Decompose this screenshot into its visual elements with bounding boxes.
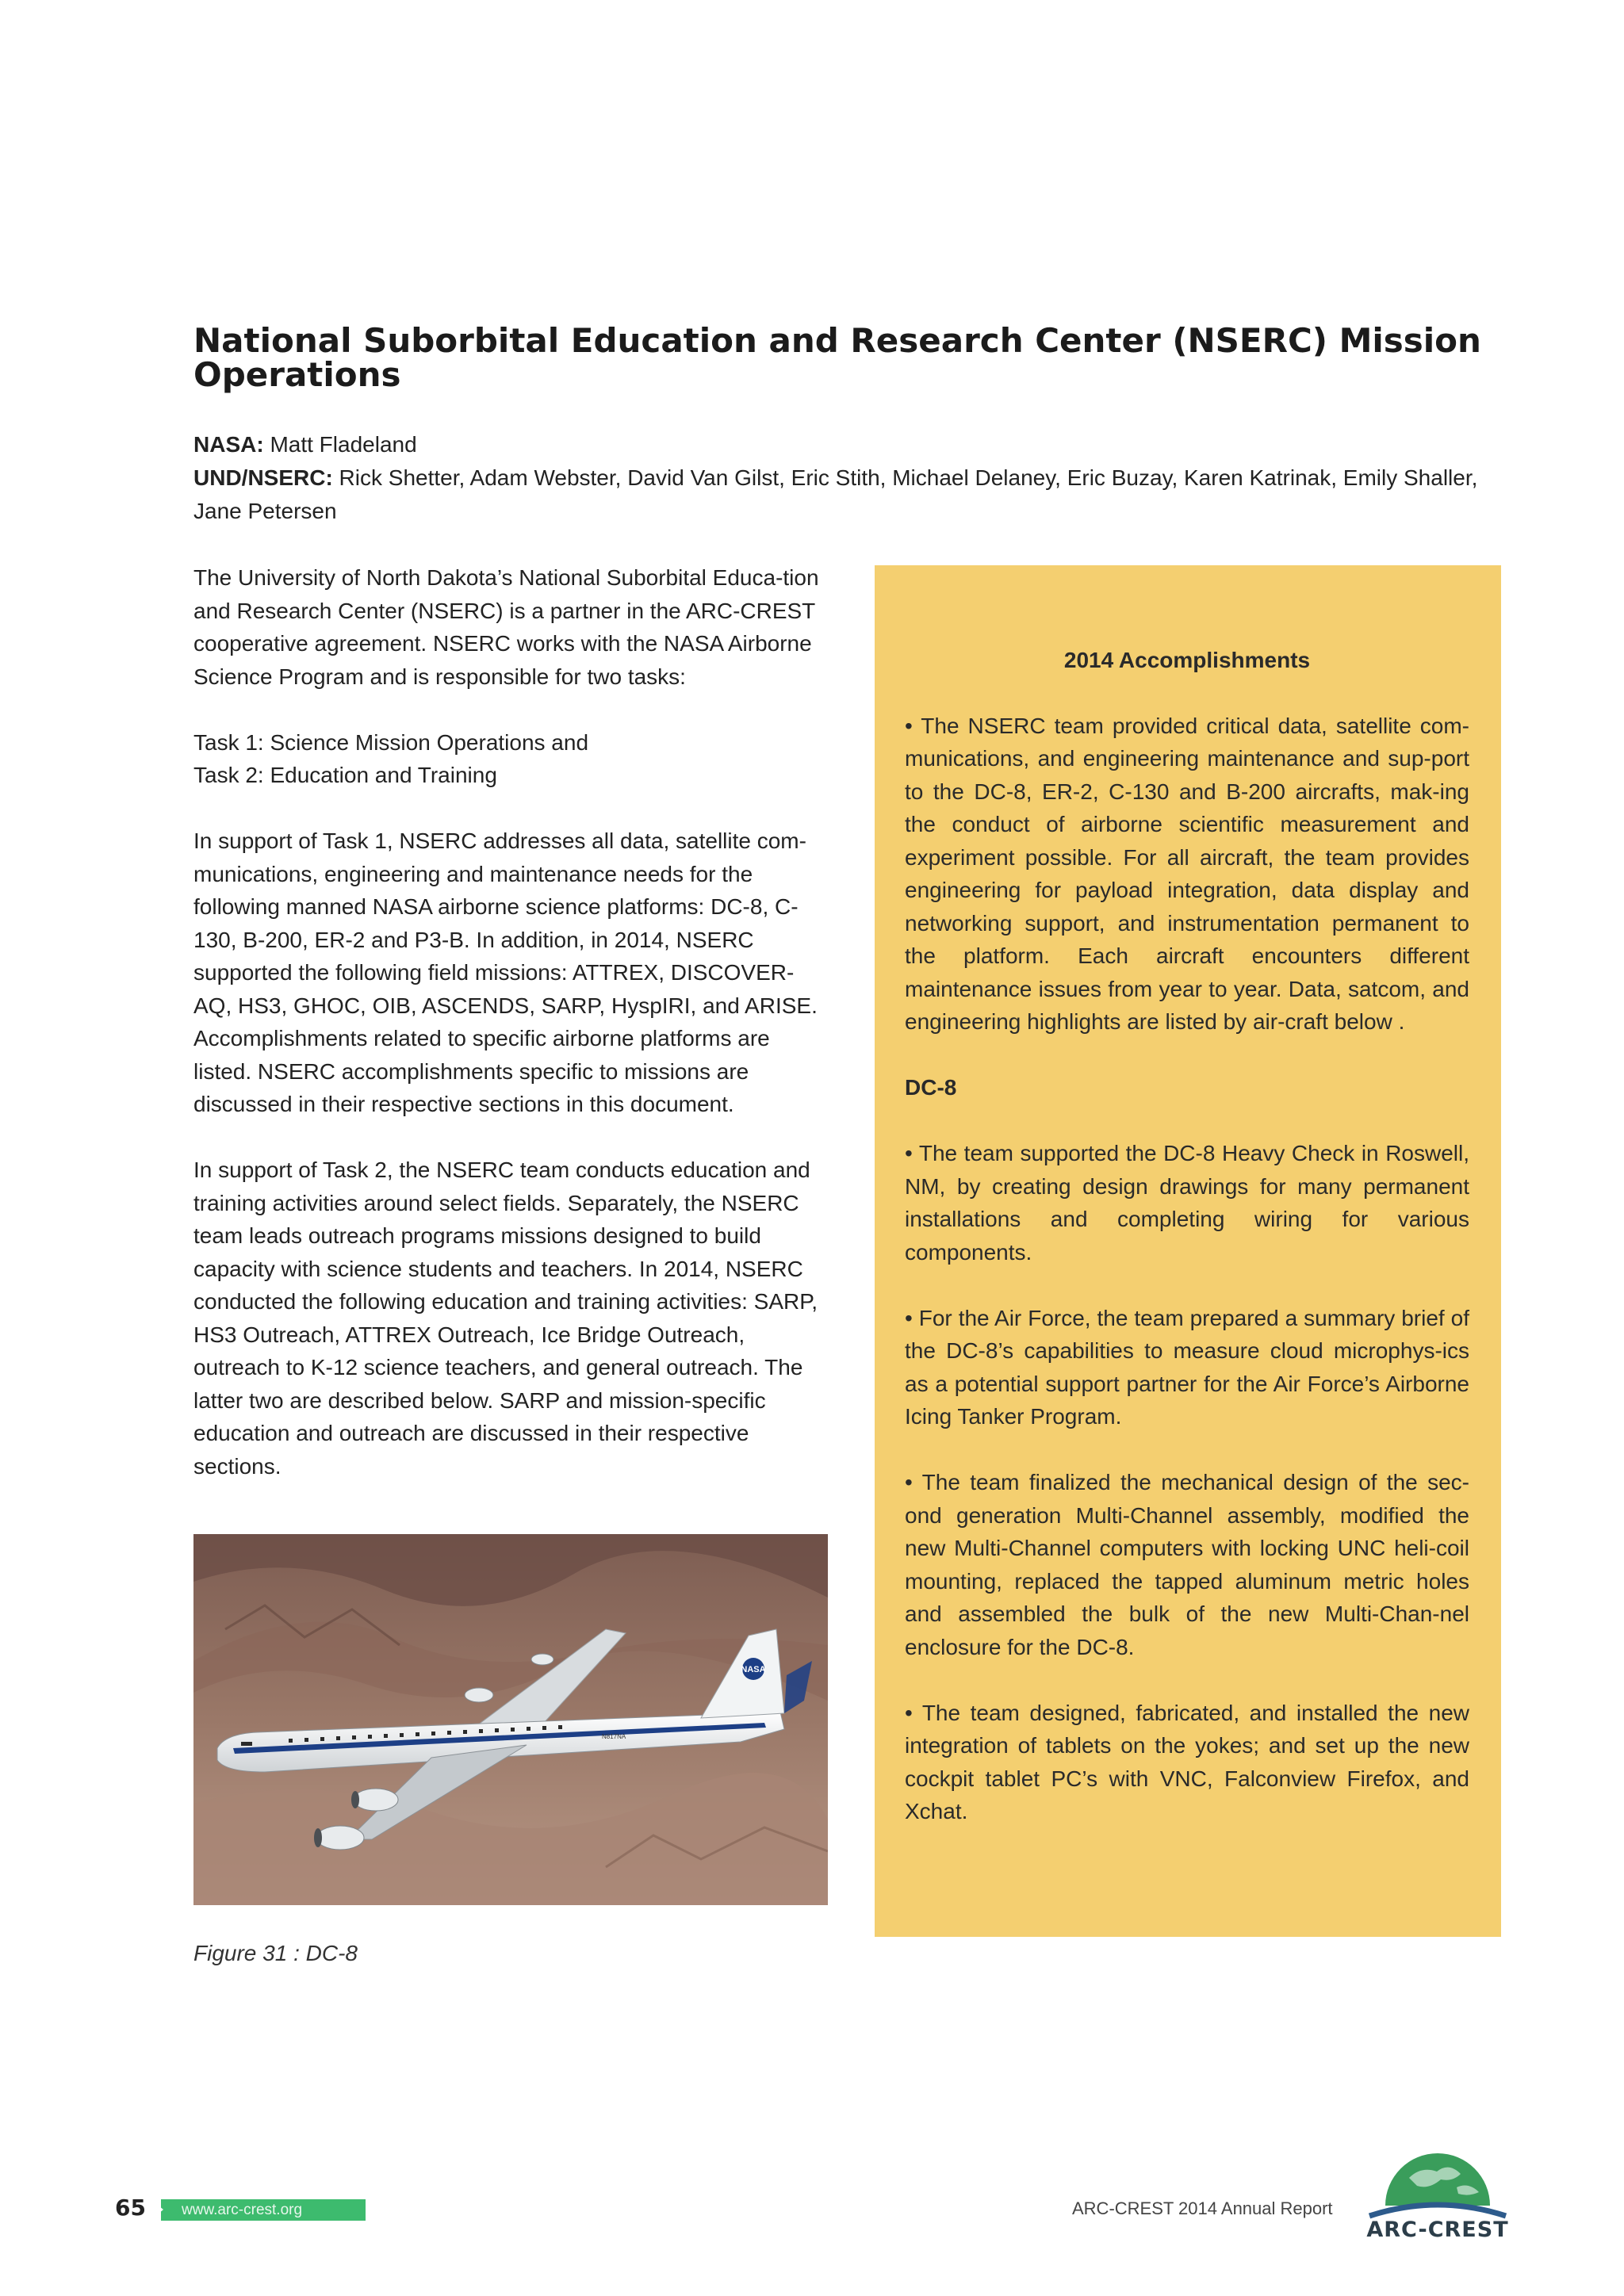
nasa-names: Matt Fladeland — [263, 432, 417, 457]
und-authors — [193, 461, 1510, 528]
report-title: ARC-CREST 2014 Annual Report — [1072, 2198, 1333, 2218]
intro-paragraph: The University of North Dakota’s National Suborbital Educa-tion and Research Center (NSERC) is a partner in the ARC-CREST cooperative agreement. NSERC works with the NASA Airborne Science Program and is responsible for two tasks: — [193, 565, 819, 689]
authors-block — [193, 428, 1510, 528]
page-number: 65 — [115, 2195, 146, 2221]
accomplishments-intro: • The NSERC team provided critical data, satellite com-munications, and engineering maintenance and sup-port to the DC-8, ER-2, C-130 and B-200 aircrafts, mak-ing the conduct of airborne scientific measurement and experiment possible. For all aircraft, the team provides engineering for payload integration, data display and networking support, and instrumentation permanent to the platform. Each aircraft encounters different maintenance issues from year to year. Data, satcom, and engineering highlights are listed by air-craft below . — [905, 713, 1469, 1034]
nasa-label: NASA: — [193, 432, 264, 457]
registration-text: N817NA — [602, 1733, 626, 1740]
dc8-bullet-2: • For the Air Force, the team prepared a summary brief of the DC-8’s capabilities to measure cloud microphys-ics as a potential support partner for the Air Force’s Airborne Icing Tanker Program. — [905, 1305, 1469, 1429]
dc8-heading: DC-8 — [905, 1075, 957, 1100]
footer-arrow-icon — [151, 2199, 163, 2220]
dc8-bullet-1: • The team supported the DC-8 Heavy Check in Roswell, NM, by creating design drawings for many permanent installations and completing wiring for various components. — [905, 1141, 1469, 1265]
task-1: Task 1: Science Mission Operations and — [193, 729, 589, 755]
tail-text: NASA — [741, 1665, 766, 1674]
page-title: National Suborbital Education and Research Center (NSERC) Mission Operations — [193, 321, 1481, 394]
und-label: UND/NSERC: — [193, 465, 333, 490]
body-text — [193, 561, 828, 1483]
dc8-photo — [193, 1534, 828, 1905]
dc8-aircraft-image — [193, 1534, 828, 1905]
task2-paragraph: In support of Task 2, the NSERC team conducts education and training activities around select fields. Separately, the NSERC team leads outreach programs missions designed to build capacity with science students and teachers. In 2014, NSERC conducted the following education and training activities: SARP, HS3 Outreach, ATTREX Outreach, Ice Bridge Outreach, outreach to K-12 science teachers, and general outreach. The latter two are described below. SARP and mission-specific education and outreach are discussed in their respective sections. — [193, 1158, 818, 1479]
dc8-bullet-4: • The team designed, fabricated, and installed the new integration of tablets on the yokes; and set up the new cockpit tablet PC’s with VNC, Falconview Firefox, and Xchat. — [905, 1700, 1469, 1823]
task-2: Task 2: Education and Training — [193, 763, 497, 787]
footer-url[interactable]: www.arc-crest.org — [161, 2199, 366, 2221]
figure-caption: Figure 31 : DC-8 — [193, 1941, 358, 1965]
dc8-bullet-3: • The team finalized the mechanical design of the sec-ond generation Multi-Channel assembly, modified the new Multi-Channel computers with locking UNC heli-coil mounting, replaced the tapped aluminum metric holes and assembled the bulk of the new Multi-Chan-nel enclosure for the DC-8. — [905, 1470, 1469, 1659]
accomplishments-text — [905, 644, 1469, 1828]
task1-paragraph: In support of Task 1, NSERC addresses all data, satellite com-munications, engineering and maintenance needs for the following manned NASA airborne science platforms: DC-8, C-130, B-200, ER-2 and P3-B. In addition, in 2014, NSERC supported the following field missions: ATTREX, DISCOVER-AQ, HS3, GHOC, OIB, ASCENDS, SARP, HyspIRI, and ARISE. Accomplishments related to specific airborne platforms are listed. NSERC accomplishments specific to missions are discussed in their respective sections in this document. — [193, 828, 818, 1116]
nasa-authors — [193, 428, 1510, 461]
accomplishments-heading: 2014 Accomplishments — [1063, 648, 1311, 672]
und-names: Rick Shetter, Adam Webster, David Van Gilst, Eric Stith, Michael Delaney, Eric Buzay, Karen Katrinak, Emily Shaller, Jane Petersen — [193, 465, 1478, 523]
logo-text: ARC-CREST — [1366, 2218, 1509, 2242]
